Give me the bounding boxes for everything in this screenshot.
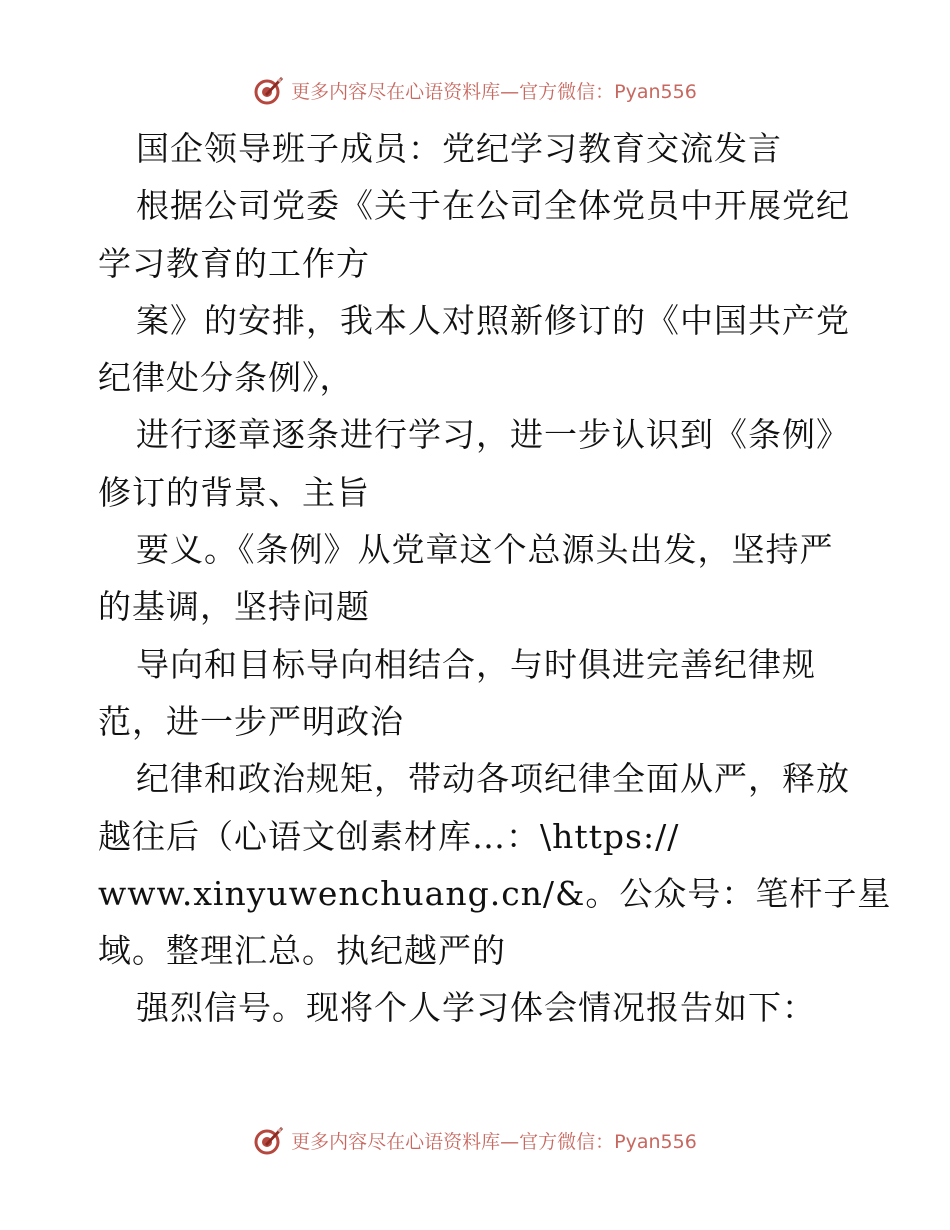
document-body [98,120,892,1037]
paragraph-line: 进行逐章逐条进行学习，进一步认识到《条例》 [136,415,850,455]
paragraph-line: 纪律和政治规矩，带动各项纪律全面从严，释放 [136,759,850,799]
paragraph-line: 根据公司党委《关于在公司全体党员中开展党纪 [136,186,850,226]
paragraph-line: 域。整理汇总。执纪越严的 [98,931,506,971]
header-watermark-text: 更多内容尽在心语资料库—官方微信：Pyan556 [291,80,697,103]
paragraph-line: 要义。《条例》从党章这个总源头出发，坚持严 [136,530,834,570]
paragraph-line: 导向和目标导向相结合，与时俱进完善纪律规 [136,644,816,684]
paragraph-line: 学习教育的工作方 [98,243,370,283]
paragraph-line: 范，进一步严明政治 [98,701,404,741]
footer-watermark-text: 更多内容尽在心语资料库—官方微信：Pyan556 [291,1130,697,1153]
paragraph-line: 强烈信号。现将个人学习体会情况报告如下： [136,988,816,1028]
paragraph-line: 案》的安排，我本人对照新修订的《中国共产党 [136,300,850,340]
paragraph-line: www.xinyuwenchuang.cn/&。公众号：笔杆子星 [98,873,892,913]
paragraph-line: 的基调，坚持问题 [98,587,370,627]
paragraph-line: 越往后（心语文创素材库…：\https:// [98,816,680,856]
quill-pen-circle-icon [253,1124,285,1156]
paragraph-line: 纪律处分条例》， [98,358,354,398]
header-watermark-banner [0,70,950,110]
document-title: 国企领导班子成员：党纪学习教育交流发言 [136,129,782,168]
quill-pen-circle-icon [253,74,285,106]
paragraph-line: 修订的背景、主旨 [98,472,370,512]
footer-watermark-banner [0,1120,950,1160]
